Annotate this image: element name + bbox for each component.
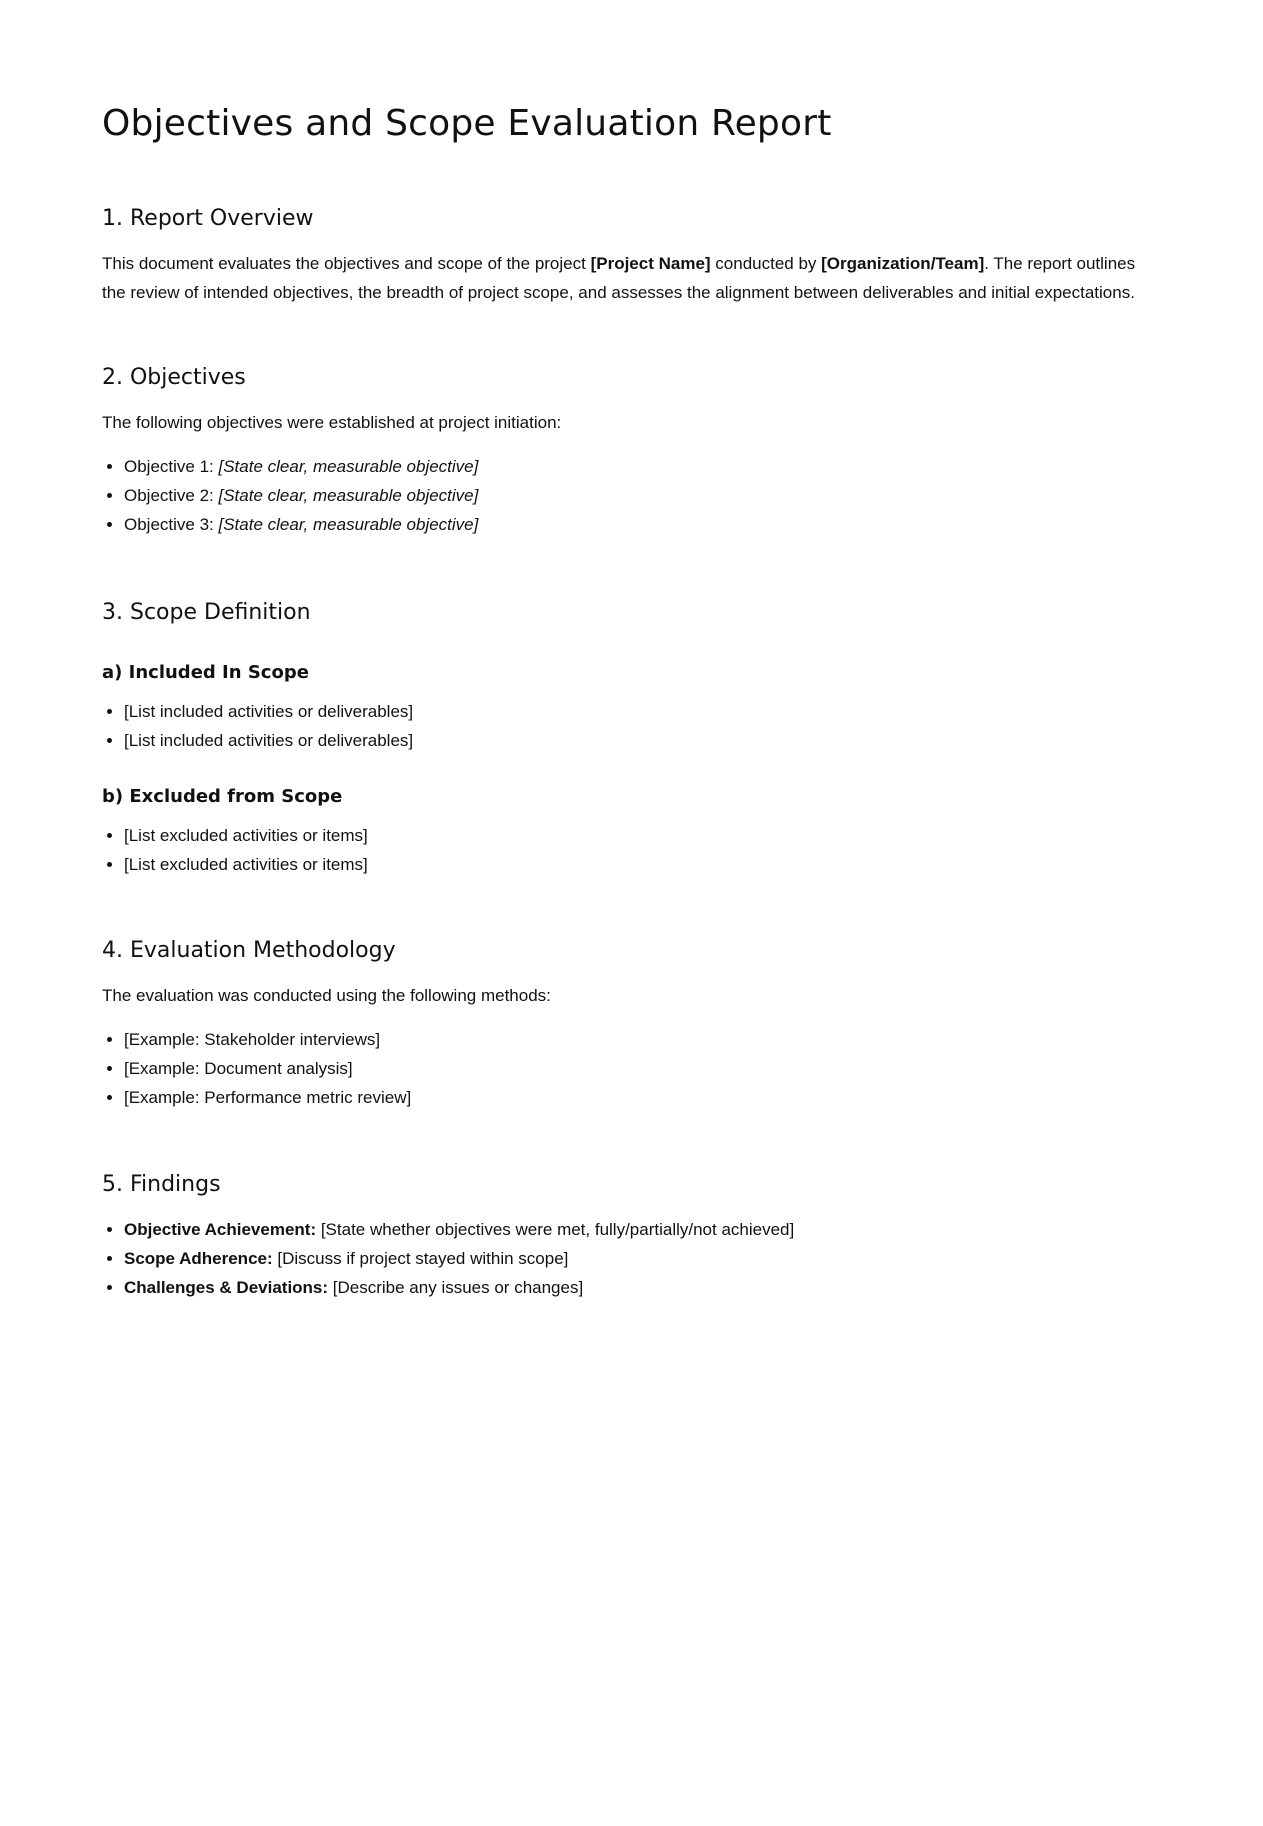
document-title: Objectives and Scope Evaluation Report <box>102 103 832 144</box>
section-objectives <box>102 363 1161 539</box>
section-methodology <box>102 936 1161 1112</box>
list-item <box>124 510 1161 539</box>
overview-text-c: . The report outlines the review of intended objectives, the breadth of project scope, and assesses the alignment between deliverables and initial expectations. <box>102 254 1136 302</box>
list-item: • [Example: Document analysis] <box>124 1054 1161 1083</box>
project-name-placeholder: [Project Name] <box>590 254 711 273</box>
finding-label: Scope Adherence: <box>124 1249 273 1268</box>
objectives-list <box>102 452 1161 539</box>
section-heading-methodology: 4. Evaluation Methodology <box>102 938 396 963</box>
section-heading-overview: 1. Report Overview <box>102 206 314 231</box>
overview-text-a: This document evaluates the objectives and scope of the project <box>102 254 591 273</box>
list-item <box>124 1215 1161 1244</box>
finding-label: Challenges & Deviations: <box>124 1278 329 1297</box>
section-heading-objectives: 2. Objectives <box>102 365 246 390</box>
list-item <box>124 1244 1161 1273</box>
methodology-list <box>102 1025 1161 1112</box>
objective-label: Objective 1: <box>124 457 219 476</box>
objective-value: [State clear, measurable objective] <box>218 457 479 476</box>
included-scope-list <box>102 697 1161 755</box>
organization-placeholder: [Organization/Team] <box>821 254 985 273</box>
subheading-included-scope: a) Included In Scope <box>102 662 309 683</box>
list-item: • [Example: Performance metric review] <box>124 1083 1161 1112</box>
excluded-scope-list <box>102 821 1161 879</box>
objective-value: [State clear, measurable objective] <box>218 486 479 505</box>
section-heading-findings: 5. Findings <box>102 1172 221 1197</box>
findings-list <box>102 1215 1161 1302</box>
finding-value: [Discuss if project stayed within scope] <box>272 1249 569 1268</box>
subheading-excluded-scope: b) Excluded from Scope <box>102 786 343 807</box>
list-item <box>124 1273 1161 1302</box>
overview-paragraph <box>102 249 1161 307</box>
section-findings <box>102 1170 1161 1302</box>
objective-label: Objective 2: <box>124 486 219 505</box>
list-item: • [Example: Stakeholder interviews] <box>124 1025 1161 1054</box>
objective-label: Objective 3: <box>124 515 219 534</box>
finding-value: [Describe any issues or changes] <box>328 1278 584 1297</box>
finding-label: Objective Achievement: <box>124 1220 317 1239</box>
list-item <box>124 481 1161 510</box>
list-item: • [List excluded activities or items] <box>124 850 1161 879</box>
list-item: • [List included activities or deliverables] <box>124 697 1161 726</box>
overview-text-b: conducted by <box>710 254 822 273</box>
methodology-intro: The evaluation was conducted using the following methods: <box>102 986 551 1005</box>
section-scope-definition <box>102 598 1161 879</box>
objective-value: [State clear, measurable objective] <box>218 515 479 534</box>
list-item <box>124 452 1161 481</box>
finding-value: [State whether objectives were met, fully/partially/not achieved] <box>316 1220 795 1239</box>
objectives-intro: The following objectives were established at project initiation: <box>102 413 562 432</box>
section-report-overview <box>102 204 1161 307</box>
section-heading-scope: 3. Scope Definition <box>102 600 311 625</box>
list-item: • [List included activities or deliverables] <box>124 726 1161 755</box>
list-item: • [List excluded activities or items] <box>124 821 1161 850</box>
